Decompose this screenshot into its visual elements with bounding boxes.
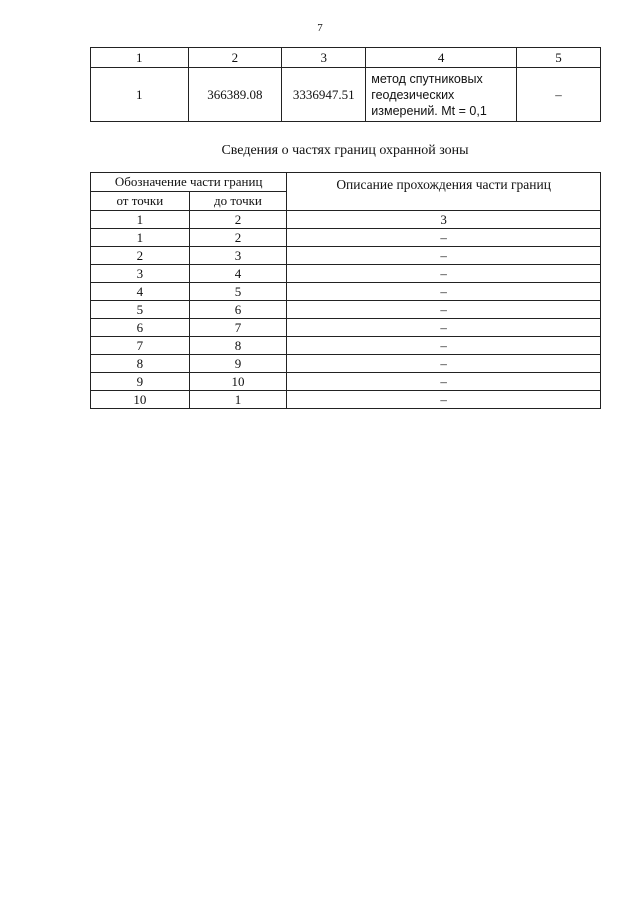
description-cell: – [287, 319, 601, 337]
method-line: геодезических [371, 87, 455, 102]
from-point-cell: 2 [91, 247, 190, 265]
column-number: 2 [189, 211, 287, 229]
column-number: 3 [287, 211, 601, 229]
from-point-cell: 5 [91, 301, 190, 319]
section-title: Сведения о частях границ охранной зоны [221, 143, 469, 158]
column-number: 3 [282, 48, 366, 68]
description-cell: – [287, 283, 601, 301]
boundary-part-designation-header: Обозначение части границ [91, 173, 287, 192]
table-row [91, 337, 601, 355]
to-point-cell: 6 [189, 301, 287, 319]
from-point-cell: 3 [91, 265, 190, 283]
column-number: 4 [366, 48, 517, 68]
description-cell: – [287, 373, 601, 391]
table-row [91, 283, 601, 301]
table-row [91, 355, 601, 373]
parts-table-header [91, 173, 601, 192]
to-point-cell: 8 [189, 337, 287, 355]
description-cell: – [287, 265, 601, 283]
table-row [91, 229, 601, 247]
column-number: 1 [91, 211, 190, 229]
from-point-cell: 8 [91, 355, 190, 373]
to-point-cell: 9 [189, 355, 287, 373]
description-cell: – [287, 247, 601, 265]
to-point-cell: 4 [189, 265, 287, 283]
column-number: 2 [188, 48, 282, 68]
from-point-cell: 7 [91, 337, 190, 355]
parts-table-body [91, 229, 601, 409]
point-number-cell: 1 [91, 68, 189, 122]
to-point-cell: 3 [189, 247, 287, 265]
from-point-cell: 9 [91, 373, 190, 391]
from-point-cell: 1 [91, 229, 190, 247]
to-point-cell: 7 [189, 319, 287, 337]
boundary-parts-table [90, 172, 601, 409]
to-point-cell: 10 [189, 373, 287, 391]
from-point-cell: 6 [91, 319, 190, 337]
method-line: метод спутниковых [371, 71, 483, 86]
coordinates-table-header [91, 48, 601, 68]
y-coordinate-cell: 3336947.51 [282, 68, 366, 122]
description-cell: – [287, 391, 601, 409]
description-cell: – [287, 229, 601, 247]
method-cell [366, 68, 517, 122]
page-number: 7 [317, 22, 323, 34]
table-row [91, 319, 601, 337]
method-line: измерений. Mt = 0,1 [371, 103, 487, 118]
to-point-cell: 2 [189, 229, 287, 247]
table-row [91, 247, 601, 265]
from-point-cell: 4 [91, 283, 190, 301]
coordinates-table [90, 47, 601, 122]
table-row [91, 391, 601, 409]
table-row [91, 68, 601, 122]
table-row [91, 373, 601, 391]
table-row [91, 301, 601, 319]
table-row [91, 265, 601, 283]
column-5-cell: – [516, 68, 600, 122]
to-point-cell: 1 [189, 391, 287, 409]
description-cell: – [287, 337, 601, 355]
column-numbering-row [91, 211, 601, 229]
description-cell: – [287, 355, 601, 373]
column-number: 5 [516, 48, 600, 68]
to-point-cell: 5 [189, 283, 287, 301]
boundary-description-header: Описание прохождения части границ [287, 173, 601, 211]
from-point-header: от точки [91, 192, 190, 211]
x-coordinate-cell: 366389.08 [188, 68, 282, 122]
description-cell: – [287, 301, 601, 319]
from-point-cell: 10 [91, 391, 190, 409]
column-number: 1 [91, 48, 189, 68]
to-point-header: до точки [189, 192, 287, 211]
